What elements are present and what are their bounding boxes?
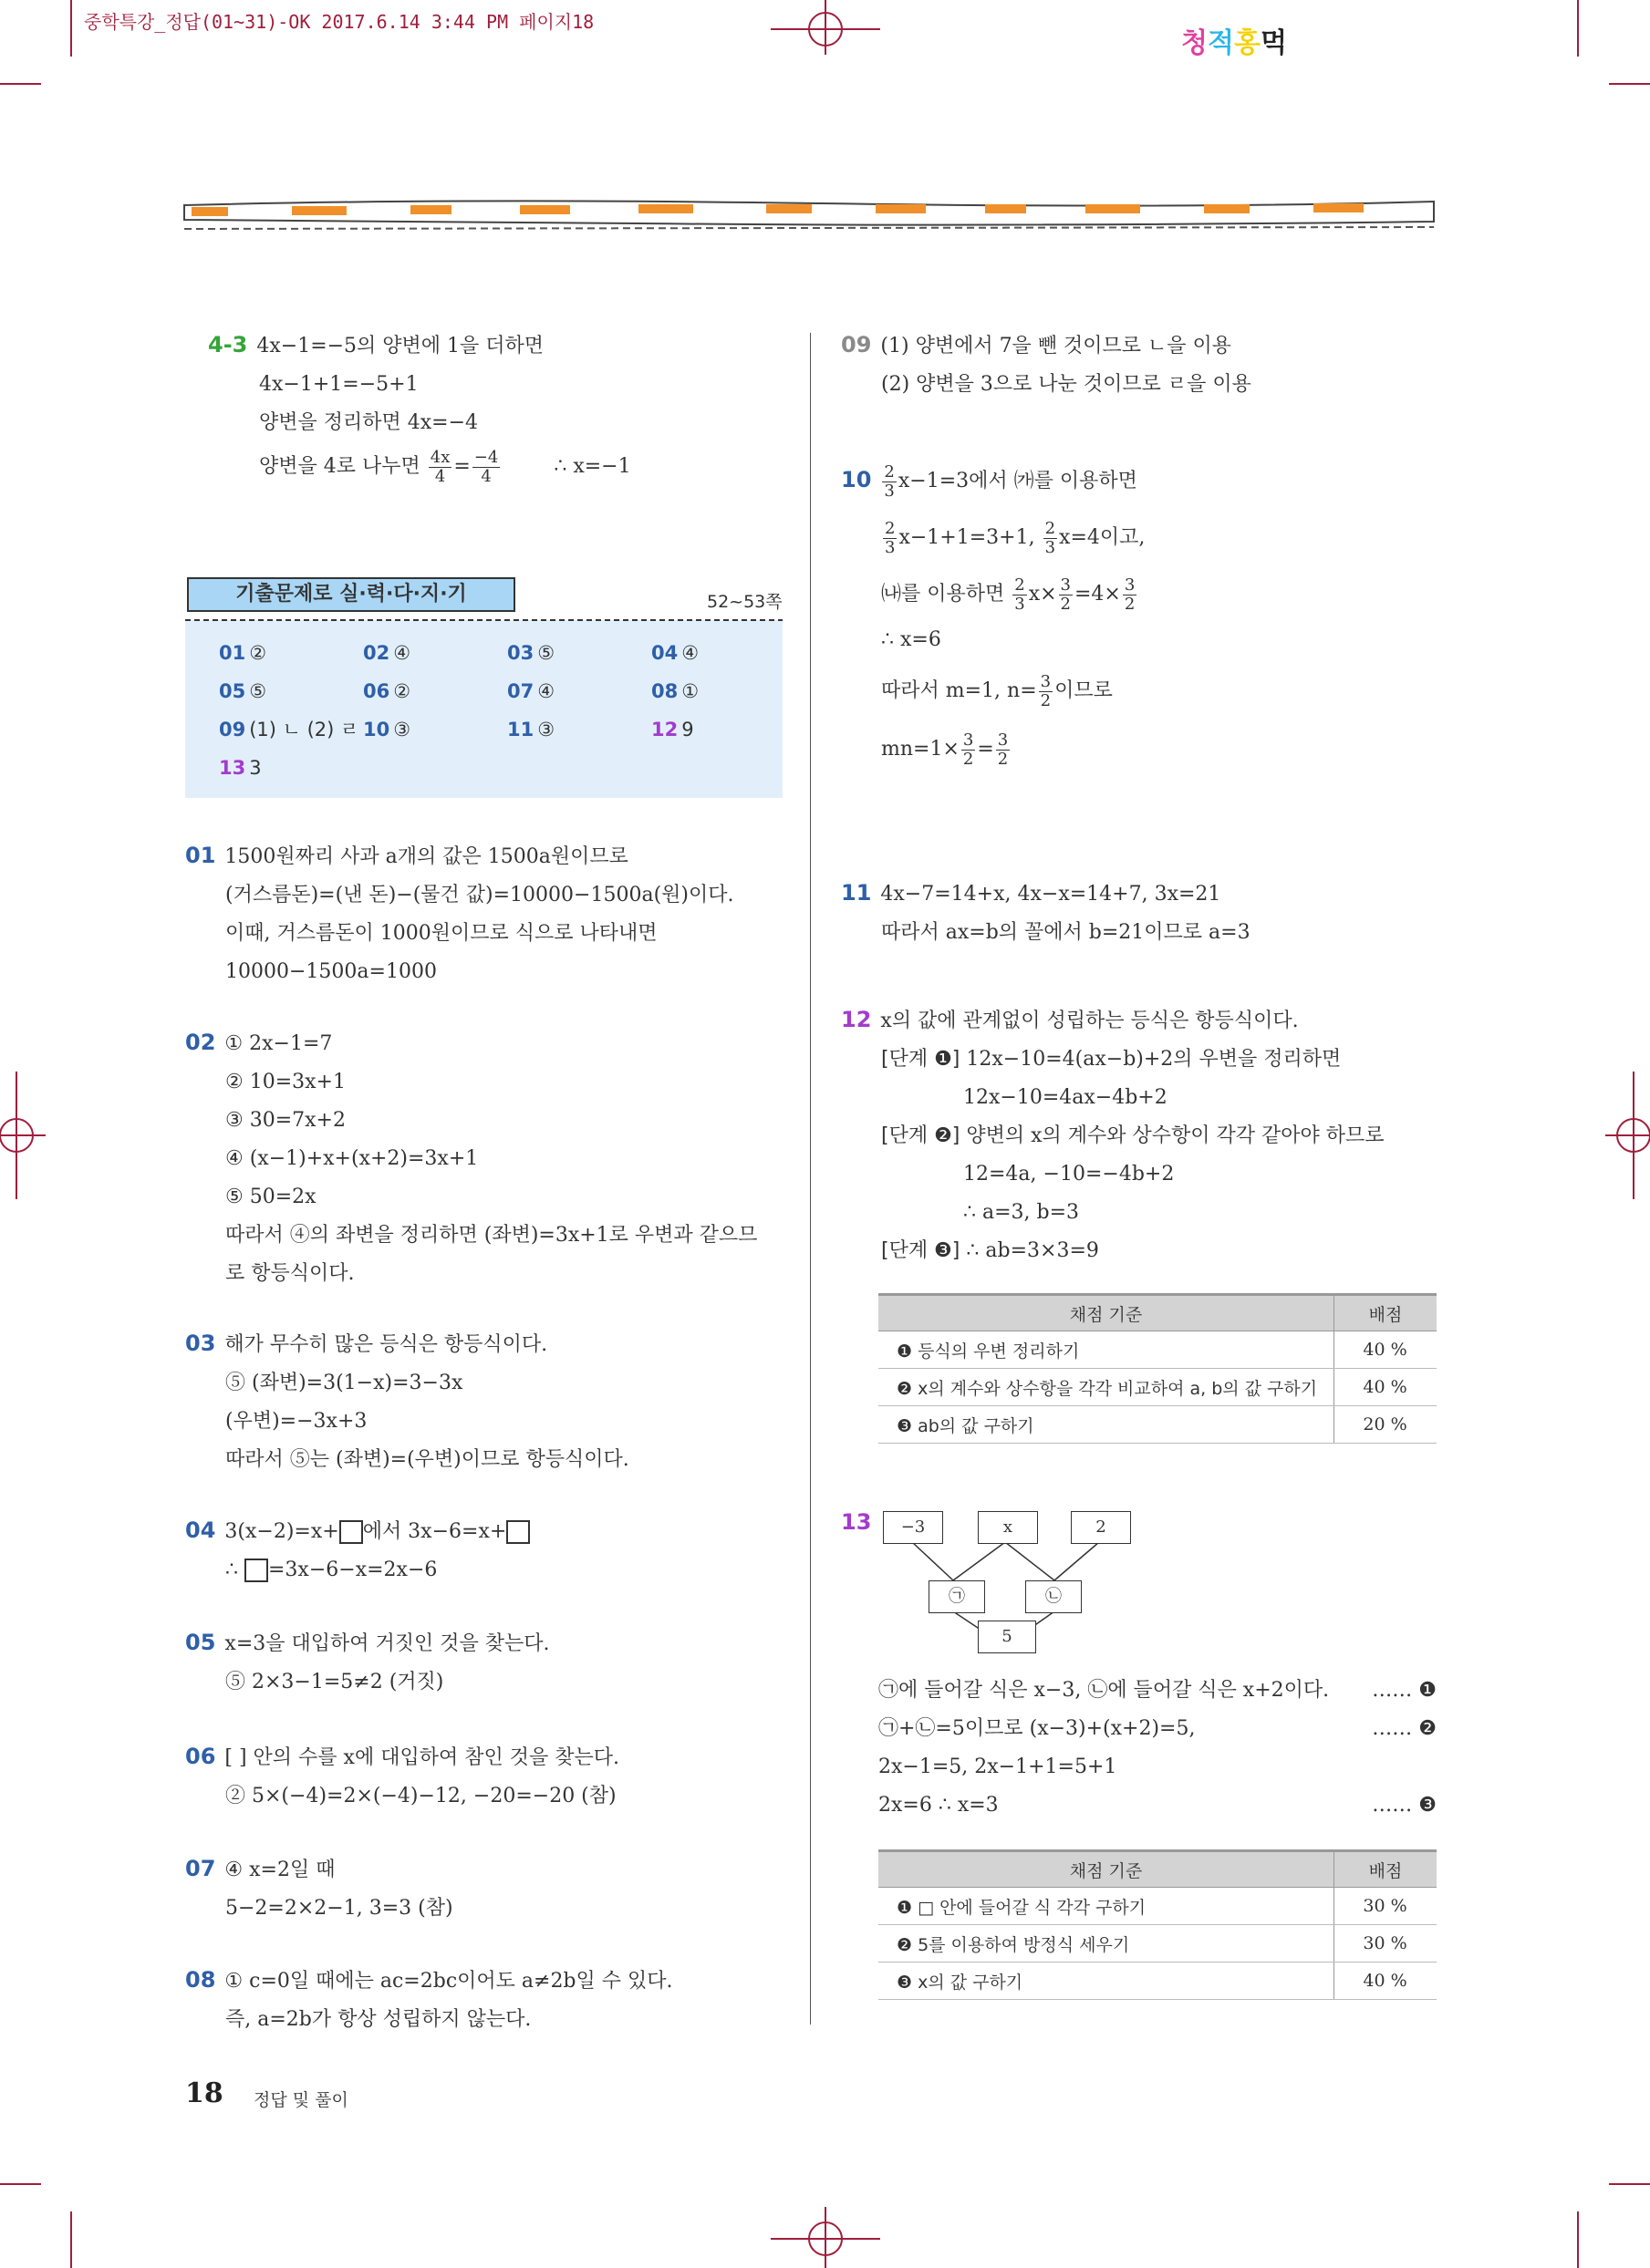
- solution-03: 03 해가 무수히 많은 등식은 항등식이다. ⑤ (좌변)=3(1−x)=3−3x (우변)=−3x+3 따라서 ⑤는 (좌변)=(우변)이므로 항등식이다.: [185, 1331, 629, 1471]
- solution-05: 05 x=3을 대입하여 거짓인 것을 찾는다. ⑤ 2×3−1=5≠2 (거짓): [185, 1630, 550, 1693]
- page-range: 52~53쪽: [707, 592, 783, 612]
- solution-13-lines: ㉠에 들어갈 식은 x−3, ㉡에 들어갈 식은 x+2이다. …… ❶ ㉠+㉡=5이므로 (x−3)+(x+2)=5, …… ❷ 2x−1=5, 2x−1+1=5+1 2x=6 ∴ x=3 …… ❸: [878, 1679, 1437, 1817]
- table-row: ❶ 등식의 우변 정리하기 40 %: [878, 1331, 1437, 1369]
- brand-logo: 청적홍먹: [1181, 27, 1287, 59]
- answer-box-rule: [185, 618, 783, 622]
- answer-key-item: 03 ⑤: [507, 642, 555, 664]
- table-row: ❷ x의 계수와 상수항을 각각 비교하여 a, b의 값 구하기 40 %: [878, 1369, 1437, 1406]
- solution-09: 09 (1) 양변에서 7을 뺀 것이므로 ㄴ을 이용 (2) 양변을 3으로 나눈 것이므로 ㄹ을 이용: [841, 332, 1251, 396]
- blank-box: [506, 1520, 530, 1544]
- answer-key-item: 04 ④: [651, 642, 700, 664]
- answer-key-item: 07 ④: [507, 680, 555, 702]
- column-divider: [810, 333, 811, 2025]
- solution-11: 11 4x−7=14+x, 4x−x=14+7, 3x=21 따라서 ax=b의 꼴에서 b=21이므로 a=3: [841, 880, 1250, 944]
- solution-01: 01 1500원짜리 사과 a개의 값은 1500a원이므로 (거스름돈)=(낸 돈)−(물건 값)=10000−1500a(원)이다. 이때, 거스름돈이 1000원이므로 식으로 나타내면 10000−1500a=1000: [185, 843, 734, 983]
- blank-box: [244, 1559, 268, 1582]
- footer-label: 정답 및 풀이: [254, 2090, 348, 2110]
- problem-4-3: 4-3 4x−1=−5의 양변에 1을 더하면 4x−1+1=−5+1 양변을 정리하면 4x=−4 양변을 4로 나누면 $\frac{4x}{4}$ = $\frac{-4}{4}$ ∴ x=−1: [208, 332, 631, 486]
- answer-key-item: 08 ①: [651, 680, 700, 702]
- answer-key-item: 05 ⑤: [219, 680, 267, 702]
- scoring-table-12: 채점 기준 배점 ❶ 등식의 우변 정리하기 40 % ❷ x의 계수와 상수항을 각각 비교하여 a, b의 값 구하기 40 % ❸ ab의 값 구하기 20 %: [878, 1293, 1437, 1444]
- decorative-banner: [182, 196, 1437, 233]
- answer-key-item: 01 ②: [219, 642, 267, 664]
- solution-10: 10 $\frac{2}{3}$ x−1=3에서 ㈎를 이용하면 $\frac{2}{3}$ x−1+1=3+1, $\frac{2}{3}$ x=4이고, ㈏를 이용하면 $\frac{2}{3}$ x× $\frac{3}{2}$ =4× $\frac{3}{2}$ ∴ x=6 따라서 m=1, n= $\frac{3}{2}$ 이므로 mn=1× $\frac{3}{2}$ = $\frac{3}{2}$: [841, 461, 1146, 769]
- table-row: ❸ ab의 값 구하기 20 %: [878, 1406, 1437, 1444]
- table-row: ❸ x의 값 구하기 40 %: [878, 1962, 1437, 2000]
- table-row: ❷ 5를 이용하여 방정식 세우기 30 %: [878, 1925, 1437, 1962]
- solution-13: 13: [841, 1509, 872, 1535]
- answer-key-item: 12 9: [651, 719, 694, 740]
- solution-07: 07 ④ x=2일 때 5−2=2×2−1, 3=3 (참): [185, 1856, 453, 1920]
- scoring-table-13: 채점 기준 배점 ❶ □ 안에 들어갈 식 각각 구하기 30 % ❷ 5를 이용하여 방정식 세우기 30 % ❸ x의 값 구하기 40 %: [878, 1849, 1437, 2000]
- solution-06: 06 [ ] 안의 수를 x에 대입하여 참인 것을 찾는다. ② 5×(−4)=2×(−4)−12, −20=−20 (참): [185, 1744, 619, 1807]
- solution-02: 02 ① 2x−1=7 ② 10=3x+1 ③ 30=7x+2 ④ (x−1)+x+(x+2)=3x+1 ⑤ 50=2x 따라서 ④의 좌변을 정리하면 (좌변)=3x+1로 우변과 같으므 로 항등식이다.: [185, 1030, 758, 1285]
- solution-08: 08 ① c=0일 때에는 ac=2bc이어도 a≠2b일 수 있다. 즉, a=2b가 항상 성립하지 않는다.: [185, 1967, 673, 2031]
- print-meta: 중학특강_정답(01~31)-OK 2017.6.14 3:44 PM 페이지18: [84, 11, 595, 33]
- table-row: ❶ □ 안에 들어갈 식 각각 구하기 30 %: [878, 1888, 1437, 1925]
- blank-box: [339, 1520, 363, 1544]
- solution-04: 04 3(x−2)=x+ 에서 3x−6=x+ ∴ =3x−6−x=2x−6: [185, 1511, 530, 1590]
- page-number: 18: [185, 2077, 223, 2109]
- answer-key-item: 10 ③: [363, 719, 411, 740]
- solution-12: 12 x의 값에 관계없이 성립하는 등식은 항등식이다. [단계 ❶] 12x−10=4(ax−b)+2의 우변을 정리하면 12x−10=4ax−4b+2 [단계 ❷] 양변의 x의 계수와 상수항이 각각 같아야 하므로 12=4a, −10=−4b+2 ∴ a=3, b=3 [단계 ❸] ∴ ab=3×3=9: [841, 1007, 1385, 1262]
- tree-diagram: −3 x 2 ㉠ ㉡ 5: [876, 1509, 1149, 1655]
- answer-key-item: 02 ④: [363, 642, 411, 664]
- answer-key-item: 13 3: [219, 757, 262, 779]
- answer-key-title: 기출문제로 실·력·다·지·기: [187, 577, 515, 612]
- answer-key-item: 09 (1) ㄴ (2) ㄹ: [219, 719, 359, 740]
- answer-key-item: 06 ②: [363, 680, 411, 702]
- answer-key-item: 11 ③: [507, 719, 555, 740]
